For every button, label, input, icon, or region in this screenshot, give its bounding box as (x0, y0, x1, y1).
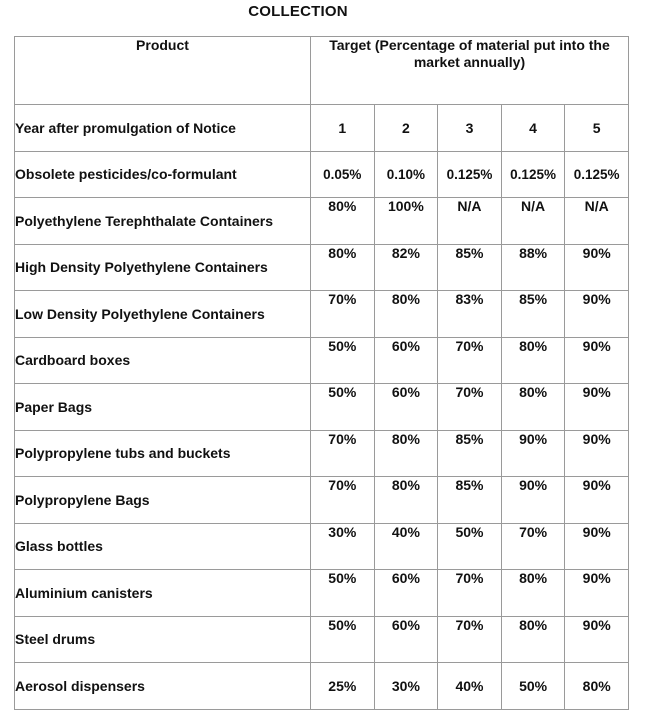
target-value: 0.05% (311, 151, 375, 198)
target-value: 80% (374, 477, 438, 524)
target-value: 70% (438, 570, 502, 617)
target-value: 40% (438, 663, 502, 710)
target-value: 60% (374, 616, 438, 663)
year-2: 2 (374, 105, 438, 152)
target-value: 88% (501, 244, 565, 291)
target-value: 90% (565, 337, 629, 384)
target-value: 80% (311, 244, 375, 291)
year-3: 3 (438, 105, 502, 152)
table-row (15, 616, 629, 663)
product-name: Polypropylene tubs and buckets (15, 430, 311, 477)
table-row (15, 570, 629, 617)
target-value: 90% (565, 570, 629, 617)
target-value: 80% (374, 430, 438, 477)
target-value: 80% (311, 198, 375, 245)
target-value: 60% (374, 337, 438, 384)
target-value: 70% (501, 523, 565, 570)
target-value: 60% (374, 384, 438, 431)
target-value: 80% (501, 337, 565, 384)
target-value: 90% (565, 384, 629, 431)
table-row (15, 430, 629, 477)
target-value: 0.125% (501, 151, 565, 198)
column-header-target: Target (Percentage of material put into the market annually) (311, 37, 629, 105)
target-value: 80% (565, 663, 629, 710)
target-value: 70% (438, 337, 502, 384)
product-name: Glass bottles (15, 523, 311, 570)
target-value: N/A (438, 198, 502, 245)
target-value: 90% (565, 523, 629, 570)
product-name: Polyethylene Terephthalate Containers (15, 198, 311, 245)
target-value: 70% (311, 477, 375, 524)
product-name: Cardboard boxes (15, 337, 311, 384)
target-value: 0.125% (438, 151, 502, 198)
year-5: 5 (565, 105, 629, 152)
target-value: 82% (374, 244, 438, 291)
target-value: N/A (565, 198, 629, 245)
target-value: 70% (311, 291, 375, 338)
target-value: 30% (374, 663, 438, 710)
target-value: 100% (374, 198, 438, 245)
target-value: 90% (501, 477, 565, 524)
product-name: Polypropylene Bags (15, 477, 311, 524)
target-value: 0.125% (565, 151, 629, 198)
product-name: Obsolete pesticides/co-formulant (15, 151, 311, 198)
table-row (15, 663, 629, 710)
product-name: Aluminium canisters (15, 570, 311, 617)
target-value: 50% (311, 384, 375, 431)
year-4: 4 (501, 105, 565, 152)
target-value: 40% (374, 523, 438, 570)
year-row-label: Year after promulgation of Notice (15, 105, 311, 152)
product-name: Low Density Polyethylene Containers (15, 291, 311, 338)
product-name: Steel drums (15, 616, 311, 663)
target-value: 85% (438, 430, 502, 477)
target-value: 85% (438, 244, 502, 291)
product-name: High Density Polyethylene Containers (15, 244, 311, 291)
target-value: 85% (438, 477, 502, 524)
target-value: 50% (438, 523, 502, 570)
target-value: 80% (501, 616, 565, 663)
target-value: 80% (501, 570, 565, 617)
table-row (15, 244, 629, 291)
target-value: 70% (438, 384, 502, 431)
table-row (15, 198, 629, 245)
target-value: 50% (311, 337, 375, 384)
target-value: 80% (501, 384, 565, 431)
target-value: 70% (438, 616, 502, 663)
target-value: 50% (501, 663, 565, 710)
year-1: 1 (311, 105, 375, 152)
table-row (15, 337, 629, 384)
table-header-row (15, 37, 629, 105)
target-value: 30% (311, 523, 375, 570)
collection-targets-table (14, 36, 629, 710)
document-title: COLLECTION (248, 3, 348, 20)
table-row (15, 523, 629, 570)
target-value: 60% (374, 570, 438, 617)
target-value: 90% (565, 244, 629, 291)
product-name: Paper Bags (15, 384, 311, 431)
target-value: 90% (565, 616, 629, 663)
target-value: 50% (311, 616, 375, 663)
year-row (15, 105, 629, 152)
table-row (15, 477, 629, 524)
target-value: 90% (501, 430, 565, 477)
table-row (15, 384, 629, 431)
target-value: 0.10% (374, 151, 438, 198)
target-value: 70% (311, 430, 375, 477)
target-value: 83% (438, 291, 502, 338)
target-value: 25% (311, 663, 375, 710)
table-row (15, 291, 629, 338)
target-value: N/A (501, 198, 565, 245)
target-value: 80% (374, 291, 438, 338)
target-value: 90% (565, 477, 629, 524)
target-value: 90% (565, 291, 629, 338)
column-header-product: Product (15, 37, 311, 105)
target-value: 85% (501, 291, 565, 338)
target-value: 50% (311, 570, 375, 617)
product-name: Aerosol dispensers (15, 663, 311, 710)
target-value: 90% (565, 430, 629, 477)
table-row (15, 151, 629, 198)
